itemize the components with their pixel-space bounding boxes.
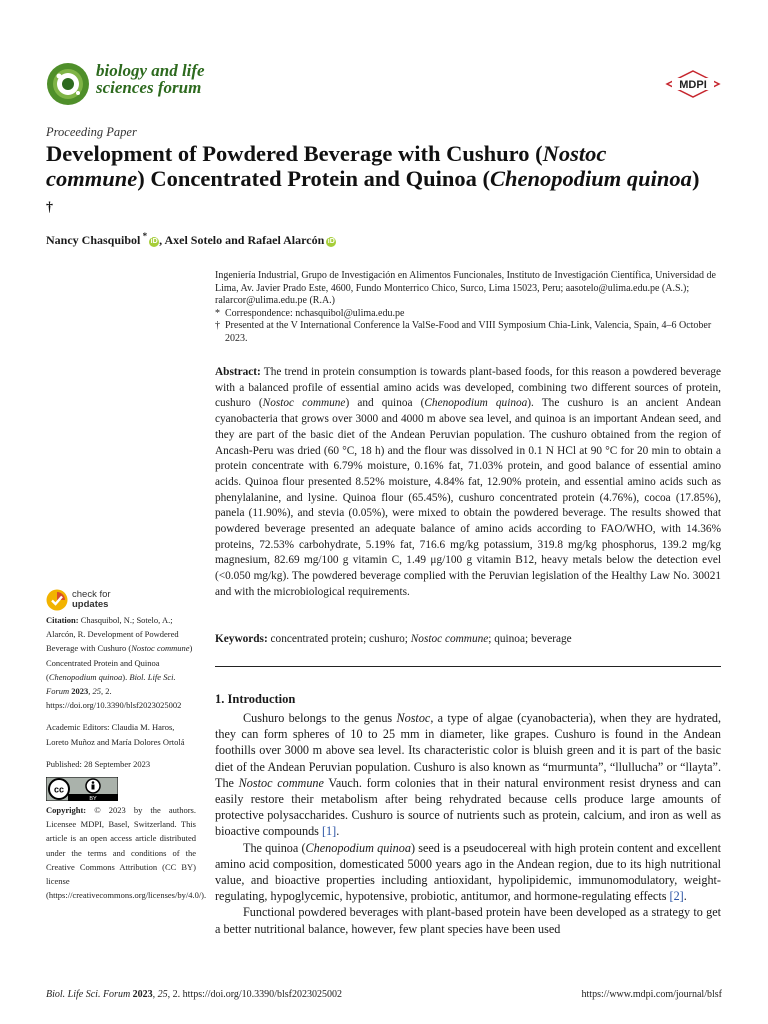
check-for-updates-button[interactable] <box>46 589 156 613</box>
journal-logo-icon <box>46 62 90 106</box>
journal-name-line1: biology and life <box>96 61 205 80</box>
correspondence-note: * Correspondence: nchasquibol@ulima.edu.pe <box>215 307 405 319</box>
affiliations <box>215 270 725 345</box>
section-heading-introduction: 1. Introduction <box>215 692 296 706</box>
paragraph: Cushuro belongs to the genus Nostoc, a type of algae (cyanobacteria), when they are hydrated, they can form spheres of 10 to 25 mm in diameter, like grapes. Cushuro is found in the Andean foothills over 3000 m above sea level. Its characteristic color is bluish green and it is part of the basic diet of the Andean Peruvian population. Cushuro is also known as “murmunta”, “llullucha” or “llayta”. The Nostoc commune Vauch. form colonies that in their natural environment resist dryness and can easily restore their metabolism after being rehydrated because cells produce large amounts of protective polysaccharides. Cushuro is source of nutrients such as protein, calcium, and iron as well as bioactive compounds [1]. <box>215 711 721 839</box>
citation-doi[interactable]: , 2. https://doi.org/10.3390/blsf2023025002 <box>46 686 182 711</box>
check-updates-icon <box>46 589 68 611</box>
paper-title: Development of Powdered Beverage with Cushuro (Nostoc commune) Concentrated Protein and Quinoa (Chenopodium quinoa) † <box>46 141 700 215</box>
author-name[interactable]: Nancy Chasquibol <box>46 233 141 247</box>
keywords: Keywords: concentrated protein; cushuro; Nostoc commune; quinoa; beverage <box>215 633 572 645</box>
author-names[interactable]: , Axel Sotelo and Rafael Alarcón <box>159 233 325 247</box>
svg-text:cc: cc <box>53 784 65 795</box>
affiliation-address: Ingeniería Industrial, Grupo de Investigación en Alimentos Funcionales, Instituto de Investigación Científica, Universidad de Lima, Av. Javier Prado Este, 4600, Fundo Monterrico Chico, Surco, Lima 15023, Peru; aasotelo@ulima.edu.pe (A.S.); ralarcor@ulima.edu.pe (R.A.) <box>215 270 716 306</box>
journal-name-line2: sciences forum <box>96 78 202 97</box>
presented-note: † Presented at the V International Conference la ValSe-Food and VIII Symposium Chia-Link, Valencia, Spain, 4–6 October 2023. <box>215 320 712 344</box>
footer-journal-url[interactable]: https://www.mdpi.com/journal/blsf <box>581 989 722 1000</box>
cc-by-license-icon[interactable] <box>46 777 118 801</box>
citation: Citation: Chasquibol, N.; Sotelo, A.; Alarcón, R. Development of Powdered Beverage with Cushuro (Nostoc commune) Concentrated Protein and Quinoa (Chenopodium quinoa). Biol. Life Sci. Forum 2023, 25, 2. https://doi.org/10.3390/blsf2023025002 <box>46 615 193 711</box>
footer-doi-link[interactable]: , 2. https://doi.org/10.3390/blsf2023025002 <box>167 989 342 1000</box>
paragraph: Functional powdered beverages with plant-based protein have been developed as a strategy to get a better nutritional balance, however, few plant species have been used <box>215 905 721 936</box>
reference-link[interactable]: [2] <box>669 889 684 904</box>
paragraph: The quinoa (Chenopodium quinoa) seed is a pseudocereal with high protein content and excellent amino acid composition, domesticated 5000 years ago in the Andean region, due to its high nutritional value, and bioactive properties including antioxidant, hypolipidemic, immunomodulatory, weight-regulating, hypoglycemic, hypotensive, probiotic, antitumor, and hormone-regulating effects [2]. <box>215 840 721 904</box>
copyright-notice: Copyright: © 2023 by the authors. Licensee MDPI, Basel, Switzerland. This article is an open access article distributed under the terms and conditions of the Creative Commons Attribution (CC BY) license (https://creativecommons.org/licenses/by/4.0/). <box>46 805 207 901</box>
section-divider <box>215 666 721 667</box>
footer-citation: Biol. Life Sci. Forum 2023, 25, 2. https://doi.org/10.3390/blsf2023025002 <box>46 989 342 1000</box>
keywords-label: Keywords: <box>215 633 268 645</box>
reference-link[interactable]: [1] <box>321 824 337 839</box>
orcid-icon[interactable]: iD <box>327 238 335 245</box>
introduction-body <box>215 710 721 937</box>
mdpi-wordmark: MDPI <box>679 79 707 91</box>
academic-editors: Academic Editors: Claudia M. Haros, Loreto Muñoz and María Dolores Ortolá <box>46 722 185 747</box>
journal-name <box>96 62 296 96</box>
author-list: Nancy Chasquibol *iD , Axel Sotelo and Rafael Alarcón iD <box>46 231 335 247</box>
abstract: Abstract: The trend in protein consumption is towards plant-based foods, for this reason a powdered beverage with a balanced profile of essential amino acids was developed, combining two different sources of protein, cushuro (Nostoc commune) and quinoa (Chenopodium quinoa). The cushuro is an ancient Andean cyanobacteria that grows over 3000 and 4000 m above sea level, and quinoa is an important Andean seed, and they are part of the basic diet of the Andean Peruvian population. The cushuro obtained from the region of Ancash-Peru was dried (60 °C, 18 h) and the flour was dissolved in 0.1 N HCl at 90 °C for 20 min to obtain a protein concentrate with 6.79% moisture, 0.16% fat, 71.03% protein, and good balance of essential amino acids. Quinoa flour presented 8.52% moisture, 4.84% fat, 12.90% protein, and essential amino acids such as phenylalanine, and lysine. Quinoa flour (65.45%), cushuro concentrated protein (4.76%), cocoa (17.85%), panela (11.90%), and stevia (0.05%), were mixed to obtain the powdered beverage. The results showed that powdered beverage presented an adequate balance of amino acids according to FAO/WHO, with 14.36% proteins, 72.53% carbohydrate, 5.19% fat, 716.6 mg/kg potassium, 319.8 mg/kg phosphorus, 139.2 mg/kg magnesium, 82.69 mg/100 g vitamin C, 1.49 μg/100 g vitamin B12, heavy metals below the detection evel (<0.050 mg/kg). The powdered beverage complied with the Peruvian legislation of the Healthy Law No. 30021 and with the microbiological requirements. <box>215 366 722 598</box>
abstract-label: Abstract: <box>215 366 261 378</box>
paper-type: Proceeding Paper <box>46 125 137 139</box>
orcid-icon[interactable]: iD <box>150 238 158 245</box>
mdpi-logo-icon <box>664 70 722 98</box>
check-updates-label: check for updates <box>72 589 111 610</box>
article-info-sidebar <box>46 613 207 902</box>
title-dagger: † <box>46 200 53 215</box>
cc-by-text: BY <box>89 796 97 802</box>
published-date: Published: 28 September 2023 <box>46 758 151 769</box>
